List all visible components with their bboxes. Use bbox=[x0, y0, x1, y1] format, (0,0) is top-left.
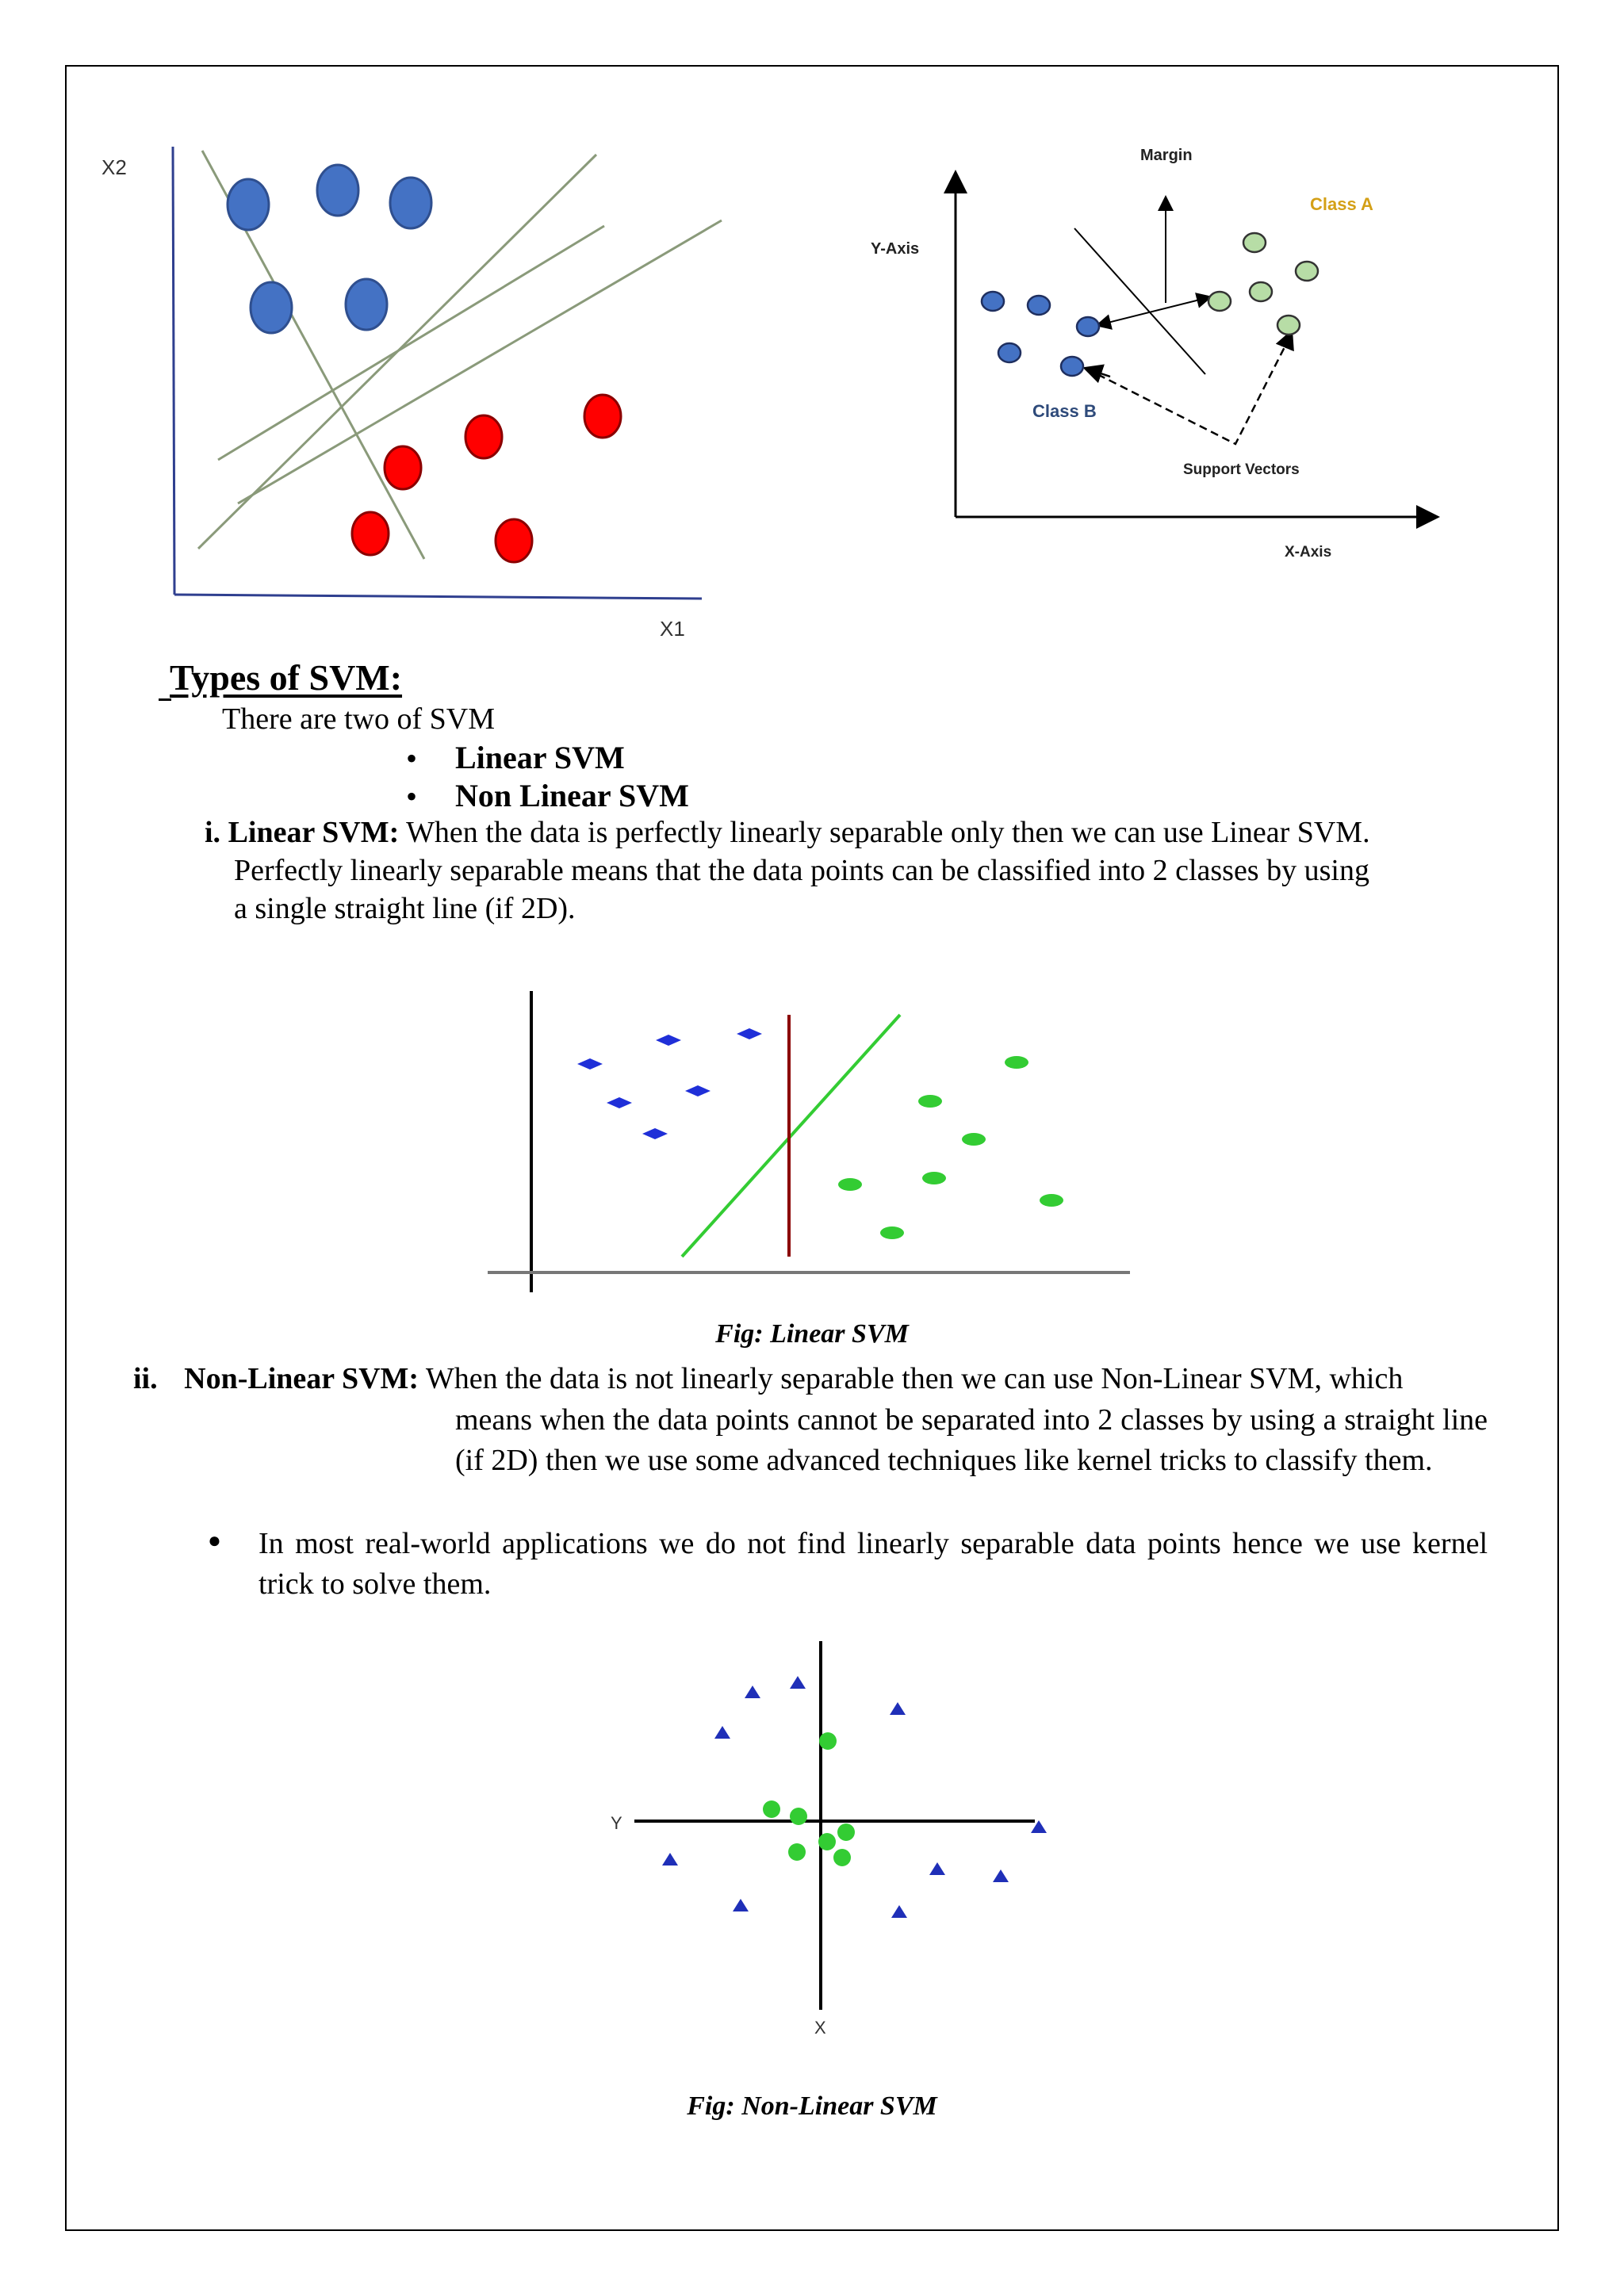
green-point bbox=[880, 1226, 904, 1239]
figure1-red-points bbox=[352, 395, 621, 562]
blue-point bbox=[251, 282, 292, 333]
nonlinear-triangles bbox=[662, 1676, 1047, 1918]
triangle-point bbox=[929, 1862, 945, 1875]
triangle-point bbox=[662, 1853, 678, 1866]
nonlinear-figure-caption: Fig: Non-Linear SVM bbox=[687, 2091, 937, 2121]
blue-diamond bbox=[656, 1035, 681, 1046]
green-point bbox=[1040, 1194, 1063, 1207]
green-point bbox=[1005, 1056, 1028, 1069]
class-b-point bbox=[1061, 357, 1083, 376]
bullet-dot: • bbox=[406, 779, 418, 814]
red-point bbox=[496, 519, 532, 562]
figure2-margin-label: Margin bbox=[1140, 147, 1193, 164]
green-point bbox=[962, 1133, 986, 1146]
figure2-double-arrow bbox=[1098, 297, 1209, 325]
circle-point bbox=[763, 1800, 780, 1818]
circle-point bbox=[790, 1808, 807, 1825]
nonlinear-continuation: means when the data points cannot be separated into 2 classes by using a straight line (if 2D) then we use some advanced techniques like kernel tricks to classify them. bbox=[455, 1403, 1488, 1477]
nonlinear-y-label: Y bbox=[611, 1813, 622, 1833]
figure2-dashed-pointer bbox=[1086, 335, 1291, 444]
circle-point bbox=[833, 1849, 851, 1866]
red-point bbox=[465, 415, 502, 458]
circle-point bbox=[818, 1833, 836, 1850]
blue-diamond bbox=[607, 1097, 632, 1108]
type-item-linear: Linear SVM bbox=[455, 740, 625, 775]
green-point bbox=[918, 1095, 942, 1108]
nonlinear-x-label: X bbox=[814, 2018, 826, 2038]
linear-paragraph-line2: Perfectly linearly separable means that the data points can be classified into 2 classes by using bbox=[234, 854, 1369, 887]
class-a-point bbox=[1208, 292, 1231, 311]
figure1-line-3 bbox=[218, 226, 604, 460]
linear-figure-caption: Fig: Linear SVM bbox=[715, 1319, 909, 1349]
figure2-x-axis-label: X-Axis bbox=[1285, 544, 1332, 561]
blue-point bbox=[228, 179, 269, 230]
linear-green-points bbox=[838, 1056, 1063, 1239]
type-item-nonlinear: Non Linear SVM bbox=[455, 778, 689, 813]
blue-point bbox=[346, 279, 387, 330]
figure2-hyperplane bbox=[1074, 228, 1205, 374]
nonlinear-circles bbox=[763, 1732, 855, 1866]
red-point bbox=[385, 446, 421, 489]
figure1-y-axis bbox=[173, 147, 174, 595]
figure-linear-svm bbox=[484, 983, 1134, 1300]
class-b-point bbox=[998, 343, 1021, 362]
nonlinear-bullet-dot: ● bbox=[208, 1529, 221, 1553]
class-a-point bbox=[1277, 316, 1300, 335]
figure1-x-axis bbox=[174, 595, 702, 599]
figure-hyperplanes bbox=[95, 135, 745, 650]
triangle-point bbox=[790, 1676, 806, 1689]
class-a-point bbox=[1243, 233, 1266, 252]
figure1-line-4 bbox=[238, 220, 722, 503]
circle-point bbox=[837, 1823, 855, 1841]
figure2-class-a-points bbox=[1208, 233, 1318, 335]
class-b-point bbox=[982, 292, 1004, 311]
figure2-class-a-label: Class A bbox=[1310, 194, 1373, 214]
green-point bbox=[922, 1172, 946, 1184]
red-point bbox=[352, 512, 389, 555]
circle-point bbox=[819, 1732, 837, 1750]
class-b-point bbox=[1077, 317, 1099, 336]
nonlinear-bullet-text: In most real-world applications we do not find linearly separable data points hence we use kernel trick to solve them. bbox=[259, 1527, 1488, 1601]
class-b-point bbox=[1028, 296, 1050, 315]
section-intro: There are two of SVM bbox=[222, 702, 496, 736]
figure-nonlinear-svm bbox=[603, 1633, 1063, 2045]
class-a-point bbox=[1250, 282, 1272, 301]
linear-paragraph-line1 bbox=[205, 814, 1370, 851]
blue-diamond bbox=[685, 1085, 710, 1096]
linear-term: Linear SVM: bbox=[228, 816, 400, 849]
triangle-point bbox=[890, 1702, 906, 1715]
nonlinear-paragraph-line1 bbox=[133, 1360, 1403, 1397]
class-a-point bbox=[1296, 262, 1318, 281]
triangle-point bbox=[733, 1899, 749, 1911]
figure2-class-b-label: Class B bbox=[1032, 401, 1097, 421]
triangle-point bbox=[993, 1869, 1009, 1882]
figure1-blue-points bbox=[228, 165, 431, 333]
heading-underline bbox=[159, 698, 171, 701]
blue-point bbox=[317, 165, 358, 216]
circle-point bbox=[788, 1843, 806, 1861]
green-point bbox=[838, 1178, 862, 1191]
blue-diamond bbox=[737, 1028, 762, 1039]
linear-line1-text: When the data is perfectly linearly separable only then we can use Linear SVM. bbox=[399, 816, 1370, 849]
red-point bbox=[584, 395, 621, 438]
figure1-x-axis-label: X1 bbox=[660, 617, 685, 641]
figure2-support-vectors-label: Support Vectors bbox=[1183, 461, 1300, 478]
figure2-class-b-points bbox=[982, 292, 1099, 376]
bullet-dot: • bbox=[406, 740, 418, 776]
section-heading: Types of SVM: bbox=[170, 657, 403, 698]
nonlinear-line1-text: When the data is not linearly separable then we can use Non-Linear SVM, which bbox=[419, 1362, 1404, 1395]
nonlinear-term: Non-Linear SVM: bbox=[184, 1362, 419, 1395]
linear-numeral: i. bbox=[205, 816, 221, 849]
triangle-point bbox=[891, 1905, 907, 1918]
blue-diamond bbox=[577, 1058, 603, 1070]
blue-point bbox=[390, 178, 431, 228]
blue-diamond bbox=[642, 1128, 668, 1139]
linear-blue-points bbox=[577, 1028, 762, 1139]
linear-paragraph-line3: a single straight line (if 2D). bbox=[234, 892, 576, 925]
nonlinear-numeral: ii. bbox=[133, 1362, 158, 1395]
figure2-y-axis-label: Y-Axis bbox=[871, 240, 920, 258]
triangle-point bbox=[745, 1686, 760, 1698]
figure1-y-axis-label: X2 bbox=[102, 155, 127, 179]
figure-support-vectors bbox=[856, 135, 1475, 579]
triangle-point bbox=[714, 1726, 730, 1739]
linear-green-line bbox=[682, 1015, 900, 1257]
